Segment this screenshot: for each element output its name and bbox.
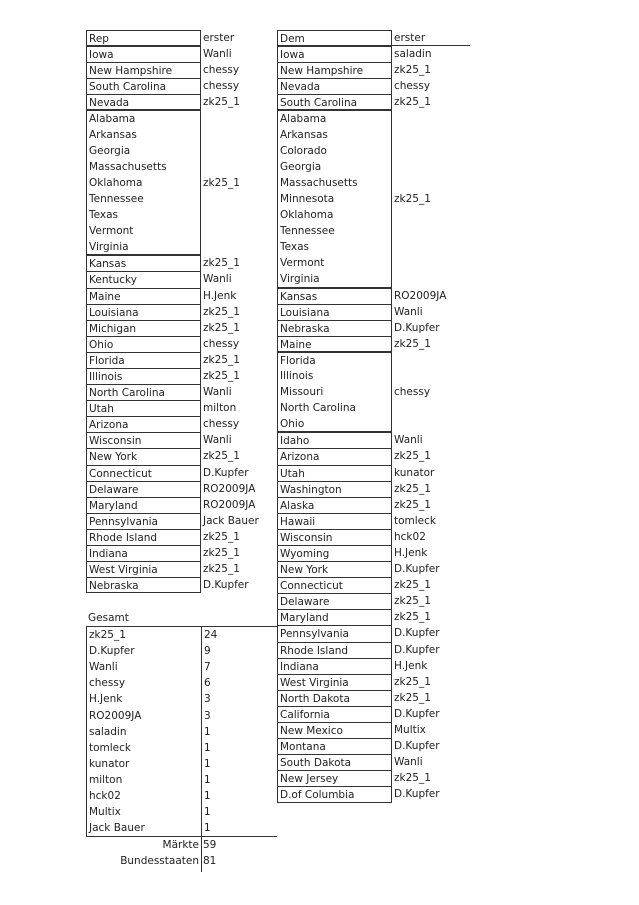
state-cell: Delaware [277,593,392,609]
totals-title-label: Gesamt [88,612,129,624]
state-cell: Nebraska [277,320,392,336]
state-cell: Nevada [277,78,392,94]
state-cell: Rhode Island [277,642,392,658]
winner-cell: 1 [204,790,211,803]
state-cell: Multix [89,806,121,819]
state-cell: Nevada [86,94,201,110]
state-cell: Arizona [86,416,201,432]
table-row [87,788,277,804]
winner-cell [392,207,394,223]
state-cell: Kentucky [86,271,201,287]
winner-cell: 1 [204,725,211,738]
winner-cell: zk25_1 [203,369,240,382]
winner-cell: D.Kupfer [394,788,440,801]
state-cell: Texas [86,207,201,223]
winner-cell: RO2009JA [203,482,256,495]
winner-cell: zk25_1 [203,305,240,318]
state-cell: Tennessee [86,191,201,207]
state-cell: Illinois [86,368,201,384]
totals-body [86,626,277,837]
state-cell: chessy [89,677,126,690]
winner-cell: Wanli [203,48,232,61]
state-cell: Montana [277,738,392,754]
winner-cell: zk25_1 [394,498,431,511]
state-cell: H.Jenk [89,693,123,706]
state-cell: Maine [277,336,392,352]
winner-cell [201,127,203,143]
state-cell: Oklahoma [86,175,201,191]
winner-cell: chessy [203,64,240,77]
winner-cell: zk25_1 [203,530,240,543]
state-cell: Ohio [86,336,201,352]
winner-cell: H.Jenk [394,547,428,559]
state-cell: New Hampshire [86,62,201,78]
state-cell: Dem [277,30,392,46]
state-cell: Ohio [277,416,392,432]
winner-cell: chessy [203,337,240,350]
state-cell: Texas [277,239,392,255]
state-cell: Utah [277,465,392,481]
state-cell: Indiana [86,545,201,561]
winner-cell [392,255,394,271]
winner-cell: zk25_1 [394,64,431,77]
state-cell: RO2009JA [89,709,142,722]
winner-cell: zk25_1 [203,563,240,576]
state-cell: tomleck [89,741,131,754]
table-row [87,659,277,675]
winner-cell: H.Jenk [203,289,237,302]
state-cell: Minnesota [277,191,392,207]
winner-cell [392,416,394,432]
state-cell: South Carolina [277,94,392,110]
winner-cell: 24 [204,629,218,642]
table-row [87,691,277,707]
state-cell: Wisconsin [86,432,201,448]
state-cell: Georgia [277,159,392,175]
winner-cell: 1 [204,773,211,786]
winner-cell: zk25_1 [203,176,240,189]
state-cell: Jack Bauer [89,822,145,835]
winner-cell: RO2009JA [203,498,256,511]
winner-cell: 1 [204,806,211,819]
state-cell: Alabama [86,110,201,126]
state-cell: D.Kupfer [89,645,135,658]
state-cell: Tennessee [277,223,392,239]
winner-cell: Wanli [394,434,423,447]
table-row [87,627,277,643]
state-cell: Wyoming [277,545,392,561]
table-row [87,820,277,836]
state-cell: Michigan [86,320,201,336]
state-cell: Illinois [277,368,392,384]
table-row [87,756,277,772]
winner-cell: zk25_1 [394,482,431,495]
winner-cell: chessy [394,386,431,399]
state-cell: Arkansas [277,127,392,143]
state-cell: New Mexico [277,722,392,738]
state-cell: Virginia [277,271,392,287]
winner-cell: 1 [204,822,211,835]
winner-cell: 3 [204,693,211,706]
winner-cell: H.Jenk [394,659,428,672]
winner-cell: Multix [394,724,426,737]
winner-cell: 7 [204,661,211,674]
table-row [87,772,277,788]
winner-cell [201,191,203,207]
winner-cell: zk25_1 [394,450,431,463]
winner-cell: D.Kupfer [203,579,249,592]
state-cell: North Dakota [277,690,392,706]
state-cell: Kansas [277,288,392,304]
winner-cell [201,223,203,239]
winner-cell [392,352,394,368]
state-cell: Kansas [86,255,201,271]
winner-cell [201,110,203,126]
winner-cell [201,207,203,223]
winner-cell: zk25_1 [394,611,431,624]
winner-cell: 3 [204,709,211,722]
winner-cell: Wanli [203,434,232,447]
winner-cell: Wanli [203,273,232,286]
table-row [87,804,277,820]
winner-cell: RO2009JA [394,289,447,302]
winner-cell: zk25_1 [203,96,240,109]
state-cell: Oklahoma [277,207,392,223]
winner-cell: chessy [203,418,240,431]
table-row [87,740,277,756]
winner-cell: chessy [394,80,431,93]
state-cell: Alaska [277,497,392,513]
winner-cell [392,159,394,175]
winner-cell [392,239,394,255]
summary-label: Märkte [162,839,199,852]
winner-cell: zk25_1 [394,192,431,205]
state-cell: Arkansas [86,127,201,143]
state-cell: Delaware [86,481,201,497]
winner-cell: zk25_1 [394,675,431,688]
winner-cell: Wanli [394,756,423,769]
state-cell: North Carolina [86,384,201,400]
winner-cell: 9 [204,645,211,658]
table-row [87,708,277,724]
winner-cell: zk25_1 [203,547,240,559]
state-cell: Louisiana [277,304,392,320]
state-cell: West Virginia [277,674,392,690]
winner-cell: D.Kupfer [394,643,440,656]
winner-cell: kunator [394,466,435,479]
state-cell: Nebraska [86,577,201,593]
winner-cell: milton [203,402,237,415]
summary-label: Bundesstaaten [120,855,199,868]
state-cell: Connecticut [277,577,392,593]
winner-cell: 1 [204,741,211,754]
winner-cell: tomleck [394,514,436,527]
winner-cell [201,143,203,159]
state-cell: North Carolina [277,400,392,416]
state-cell: New Hampshire [277,62,392,78]
winner-cell: zk25_1 [394,96,431,109]
winner-cell: zk25_1 [394,337,431,350]
winner-cell: erster [203,32,235,44]
winner-cell: saladin [394,48,432,61]
state-cell: Maryland [277,609,392,625]
winner-cell: D.Kupfer [203,466,249,479]
state-cell: Rep [86,30,201,46]
state-cell: New York [277,561,392,577]
winner-cell: D.Kupfer [394,707,440,720]
winner-cell: D.Kupfer [394,740,440,753]
summary-value: 81 [203,855,217,868]
state-cell: South Dakota [277,754,392,770]
winner-cell: D.Kupfer [394,563,440,576]
winner-cell: 1 [204,757,211,770]
totals-table [86,610,277,870]
table-row [87,724,277,740]
state-cell: Maryland [86,497,201,513]
winner-cell: zk25_1 [203,321,240,334]
state-cell: milton [89,773,123,786]
winner-cell: hck02 [394,530,426,543]
state-cell: Florida [277,352,392,368]
winner-cell: D.Kupfer [394,627,440,640]
state-cell: South Carolina [86,78,201,94]
state-cell: Massachusetts [277,175,392,191]
winner-cell: zk25_1 [394,772,431,785]
winner-cell: zk25_1 [203,353,240,366]
state-cell: New York [86,448,201,464]
state-cell: Maine [86,288,201,304]
state-cell: saladin [89,725,127,738]
state-cell: Vermont [277,255,392,271]
state-cell: Alabama [277,110,392,126]
state-cell: hck02 [89,790,121,803]
state-cell: Wisconsin [277,529,392,545]
state-cell: Missouri [277,384,392,400]
table-row [87,643,277,659]
state-cell: Iowa [277,46,392,62]
winner-cell [392,143,394,159]
table-row [86,853,277,869]
winner-cell [392,175,394,191]
winner-cell: zk25_1 [203,257,240,270]
winner-cell: zk25_1 [203,450,240,463]
winner-cell [392,368,394,384]
winner-cell: zk25_1 [394,691,431,704]
state-cell: Florida [86,352,201,368]
winner-cell: D.Kupfer [394,321,440,334]
state-cell: Indiana [277,658,392,674]
state-cell: kunator [89,757,130,770]
state-cell: Utah [86,400,201,416]
state-cell: Idaho [277,432,392,448]
totals-title [86,610,277,626]
state-cell: D.of Columbia [277,786,392,802]
winner-cell: zk25_1 [394,595,431,608]
state-cell: zk25_1 [89,629,126,642]
state-cell: Arizona [277,448,392,464]
winner-cell: zk25_1 [394,579,431,592]
winner-cell [201,159,203,175]
table-row [87,675,277,691]
winner-cell [392,271,394,287]
state-cell: New Jersey [277,770,392,786]
state-cell: California [277,706,392,722]
state-cell: Pennsylvania [86,513,201,529]
state-cell: Georgia [86,143,201,159]
winner-cell: Wanli [394,305,423,318]
state-cell: Vermont [86,223,201,239]
column-divider [201,626,202,872]
winner-cell [392,127,394,143]
state-cell: Washington [277,481,392,497]
winner-cell [392,400,394,416]
winner-cell [201,239,203,255]
winner-cell: erster [394,32,426,44]
state-cell: Rhode Island [86,529,201,545]
winner-cell: chessy [203,80,240,93]
table-row [86,837,277,853]
state-cell: Iowa [86,46,201,62]
state-cell: Louisiana [86,304,201,320]
winner-cell [392,110,394,126]
state-cell: West Virginia [86,561,201,577]
state-cell: Connecticut [86,465,201,481]
state-cell: Virginia [86,239,201,255]
state-cell: Colorado [277,143,392,159]
state-cell: Hawaii [277,513,392,529]
state-cell: Pennsylvania [277,625,392,641]
state-cell: Wanli [89,661,118,674]
summary-value: 59 [203,839,217,852]
header-divider [392,45,470,46]
winner-cell: Wanli [203,386,232,399]
winner-cell: 6 [204,677,211,690]
winner-cell [392,223,394,239]
winner-cell: Jack Bauer [203,514,259,527]
state-cell: Massachusetts [86,159,201,175]
